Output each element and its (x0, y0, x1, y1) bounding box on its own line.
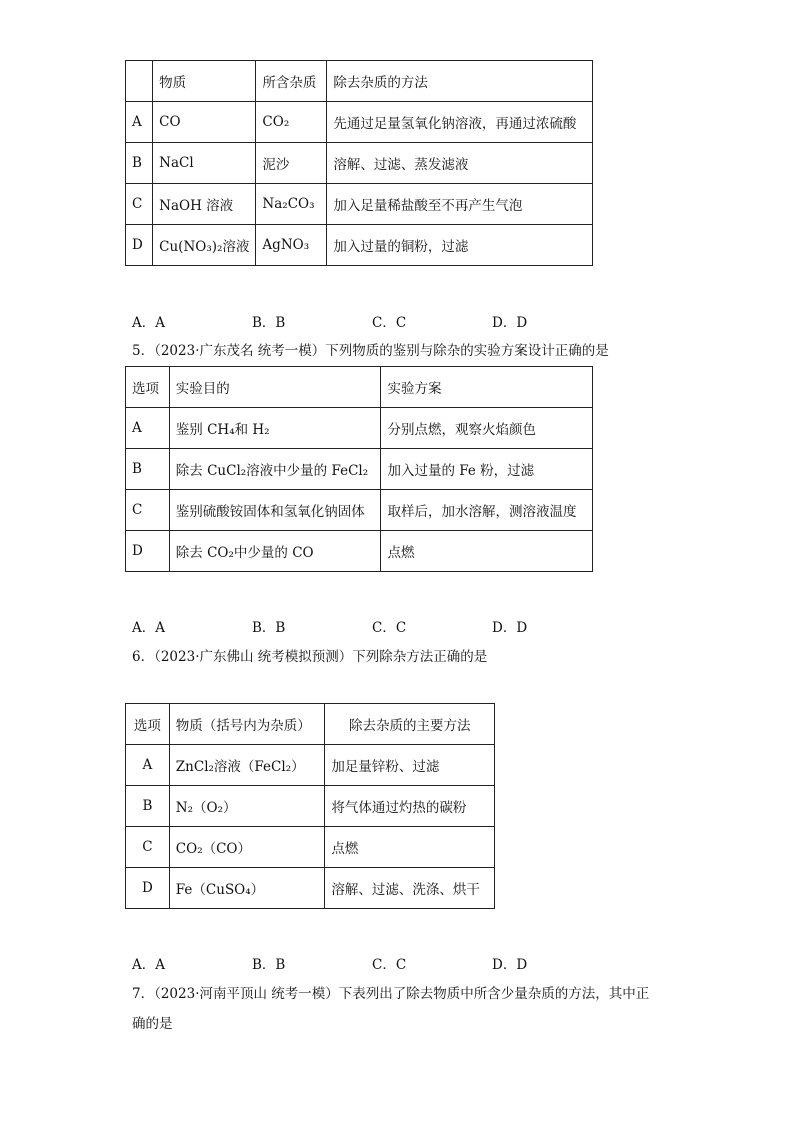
method-cell: 溶解、过滤、洗涤、烘干 (325, 868, 495, 909)
impurity-cell: AgNO₃ (256, 225, 327, 266)
choice-a[interactable]: A．A (132, 957, 165, 973)
question-7-stem-line2: 确的是 (132, 1016, 173, 1032)
substance-cell: NaCl (153, 143, 256, 184)
choice-c[interactable]: C．C (372, 315, 407, 331)
choice-c[interactable]: C．C (372, 620, 407, 636)
option-cell: D (126, 225, 153, 266)
option-cell: A (126, 102, 153, 143)
plan-cell: 加入过量的 Fe 粉，过滤 (381, 449, 593, 490)
table-row (126, 531, 593, 572)
option-cell: B (126, 143, 153, 184)
table-q6 (125, 703, 495, 909)
table-row (126, 745, 495, 786)
table-row (126, 143, 593, 184)
option-cell: C (126, 827, 170, 868)
header-cell (126, 61, 153, 102)
choice-c[interactable]: C．C (372, 957, 407, 973)
substance-cell: Cu(NO₃)₂溶液 (153, 225, 256, 266)
impurity-cell: 泥沙 (256, 143, 327, 184)
method-cell: 溶解、过滤、蒸发滤液 (327, 143, 593, 184)
header-cell: 选项 (126, 704, 170, 745)
choice-b[interactable]: B．B (252, 315, 286, 331)
table-header-row (126, 704, 495, 745)
plan-cell: 分别点燃，观察火焰颜色 (381, 408, 593, 449)
choice-b[interactable]: B．B (252, 620, 286, 636)
question-7-stem-line1: 7．（2023·河南平顶山 统考一模）下表列出了除去物质中所含少量杂质的方法，其中正 (132, 986, 650, 1002)
header-cell: 除去杂质的方法 (327, 61, 593, 102)
option-cell: A (126, 408, 170, 449)
plan-cell: 取样后，加水溶解，测溶液温度 (381, 490, 593, 531)
header-cell: 物质（括号内为杂质） (169, 704, 325, 745)
method-cell: 加足量锌粉、过滤 (325, 745, 495, 786)
choice-b[interactable]: B．B (252, 957, 286, 973)
choice-a[interactable]: A．A (132, 620, 165, 636)
impurity-cell: CO₂ (256, 102, 327, 143)
choice-d[interactable]: D．D (492, 315, 528, 331)
header-cell: 实验目的 (169, 367, 381, 408)
table-row (126, 225, 593, 266)
option-cell: C (126, 490, 170, 531)
option-cell: C (126, 184, 153, 225)
method-cell: 加入足量稀盐酸至不再产生气泡 (327, 184, 593, 225)
plan-cell: 点燃 (381, 531, 593, 572)
header-cell: 除去杂质的主要方法 (325, 704, 495, 745)
substance-cell: CO (153, 102, 256, 143)
table-1 (125, 60, 593, 266)
table-row (126, 490, 593, 531)
choice-d[interactable]: D．D (492, 620, 528, 636)
option-cell: D (126, 531, 170, 572)
answer-choices-4 (132, 311, 602, 331)
purpose-cell: 除去 CO₂中少量的 CO (169, 531, 381, 572)
table-row (126, 102, 593, 143)
answer-choices-6 (132, 953, 602, 973)
choice-a[interactable]: A．A (132, 315, 165, 331)
purpose-cell: 除去 CuCl₂溶液中少量的 FeCl₂ (169, 449, 381, 490)
table-header-row (126, 61, 593, 102)
question-6-stem: 6．（2023·广东佛山 统考模拟预测）下列除杂方法正确的是 (132, 649, 488, 665)
table-row (126, 449, 593, 490)
option-cell: D (126, 868, 170, 909)
substance-cell: N₂（O₂） (169, 786, 325, 827)
purpose-cell: 鉴别硫酸铵固体和氢氧化钠固体 (169, 490, 381, 531)
header-cell: 选项 (126, 367, 170, 408)
table-header-row (126, 367, 593, 408)
header-cell: 所含杂质 (256, 61, 327, 102)
table-row (126, 408, 593, 449)
substance-cell: NaOH 溶液 (153, 184, 256, 225)
table-row (126, 184, 593, 225)
method-cell: 点燃 (325, 827, 495, 868)
impurity-cell: Na₂CO₃ (256, 184, 327, 225)
option-cell: B (126, 449, 170, 490)
answer-choices-5 (132, 616, 602, 636)
method-cell: 加入过量的铜粉，过滤 (327, 225, 593, 266)
purpose-cell: 鉴别 CH₄和 H₂ (169, 408, 381, 449)
substance-cell: ZnCl₂溶液（FeCl₂） (169, 745, 325, 786)
option-cell: B (126, 786, 170, 827)
substance-cell: Fe（CuSO₄） (169, 868, 325, 909)
question-5-stem: 5．（2023·广东茂名 统考一模）下列物质的鉴别与除杂的实验方案设计正确的是 (132, 343, 609, 359)
method-cell: 先通过足量氢氧化钠溶液，再通过浓硫酸 (327, 102, 593, 143)
choice-d[interactable]: D．D (492, 957, 528, 973)
header-cell: 实验方案 (381, 367, 593, 408)
table-q5 (125, 366, 593, 572)
table-row (126, 868, 495, 909)
header-cell: 物质 (153, 61, 256, 102)
method-cell: 将气体通过灼热的碳粉 (325, 786, 495, 827)
table-row (126, 786, 495, 827)
substance-cell: CO₂（CO） (169, 827, 325, 868)
table-row (126, 827, 495, 868)
option-cell: A (126, 745, 170, 786)
